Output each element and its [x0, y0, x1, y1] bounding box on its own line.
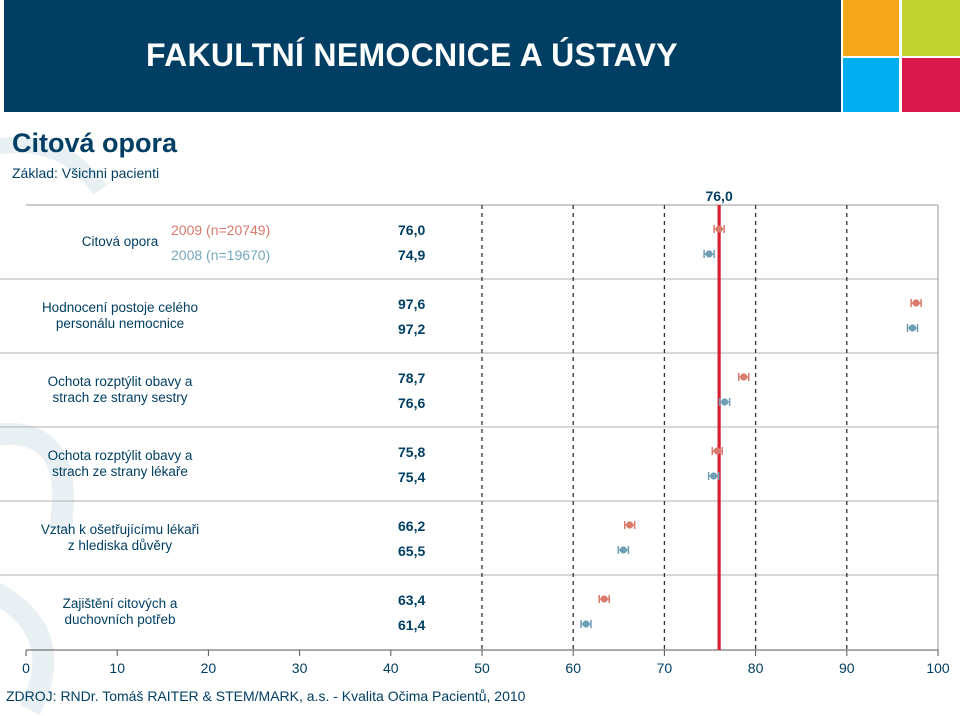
value-2008-1: 97,2: [398, 321, 426, 337]
header-title: FAKULTNÍ NEMOCNICE A ÚSTAVY: [146, 37, 678, 73]
x-tick-label: 30: [291, 660, 308, 676]
data-point-2009: [716, 225, 723, 232]
value-2008-2: 76,6: [398, 395, 426, 411]
page-title: Citová opora: [12, 128, 178, 158]
data-point-2008: [705, 250, 712, 257]
value-2009-5: 63,4: [398, 592, 426, 608]
row-label-citova-opora: Citová opora: [81, 234, 159, 249]
x-tick-label: 50: [474, 660, 490, 676]
row-label-duvera: Vztah k ošetřujícímu lékaři z hlediska důvěry: [40, 522, 200, 553]
x-tick-label: 70: [656, 660, 673, 676]
x-tick-label: 60: [565, 660, 581, 676]
data-point-2008: [909, 324, 916, 331]
x-tick-label: 80: [747, 660, 764, 676]
page-subtitle: Základ: Všichni pacienti: [12, 165, 160, 181]
reference-line-label: 76,0: [705, 188, 733, 204]
legend-2009: 2009 (n=20749): [171, 222, 271, 238]
x-tick-label: 0: [22, 660, 30, 676]
value-2008-3: 75,4: [398, 469, 426, 485]
row-label-lekare: Ochota rozptýlit obavy a strach ze strany lékaře: [47, 448, 193, 479]
data-point-2008: [721, 398, 728, 405]
value-2009-3: 75,8: [398, 444, 426, 460]
legend-2008: 2008 (n=19670): [171, 247, 271, 263]
x-tick-label: 40: [383, 660, 399, 676]
data-point-2009: [714, 447, 721, 454]
row-label-citove-potreby: Zajištění citových a duchovních potřeb: [62, 596, 178, 627]
x-tick-label: 10: [109, 660, 125, 676]
data-point-2009: [601, 595, 608, 602]
x-tick-label: 90: [839, 660, 855, 676]
x-tick-label: 20: [200, 660, 217, 676]
row-label-hodnoceni: Hodnocení postoje celého personálu nemocnice: [41, 300, 199, 331]
row-label-sestry: Ochota rozptýlit obavy a strach ze strany sestry: [47, 374, 193, 405]
value-2009-0: 76,0: [398, 222, 426, 238]
data-point-2008: [620, 546, 627, 553]
value-2008-5: 61,4: [398, 617, 426, 633]
value-2008-0: 74,9: [398, 247, 426, 263]
value-2008-4: 65,5: [398, 543, 426, 559]
data-point-2009: [913, 299, 920, 306]
data-point-2008: [710, 472, 717, 479]
x-tick-label: 100: [926, 660, 950, 676]
value-2009-2: 78,7: [398, 370, 426, 386]
data-point-2008: [582, 620, 589, 627]
value-2009-4: 66,2: [398, 518, 426, 534]
data-point-2009: [740, 373, 747, 380]
source-note: ZDROJ: RNDr. Tomáš RAITER & STEM/MARK, a.s. - Kvalita Očima Pacientů, 2010: [6, 688, 526, 704]
value-2009-1: 97,6: [398, 296, 426, 312]
data-point-2009: [626, 521, 633, 528]
